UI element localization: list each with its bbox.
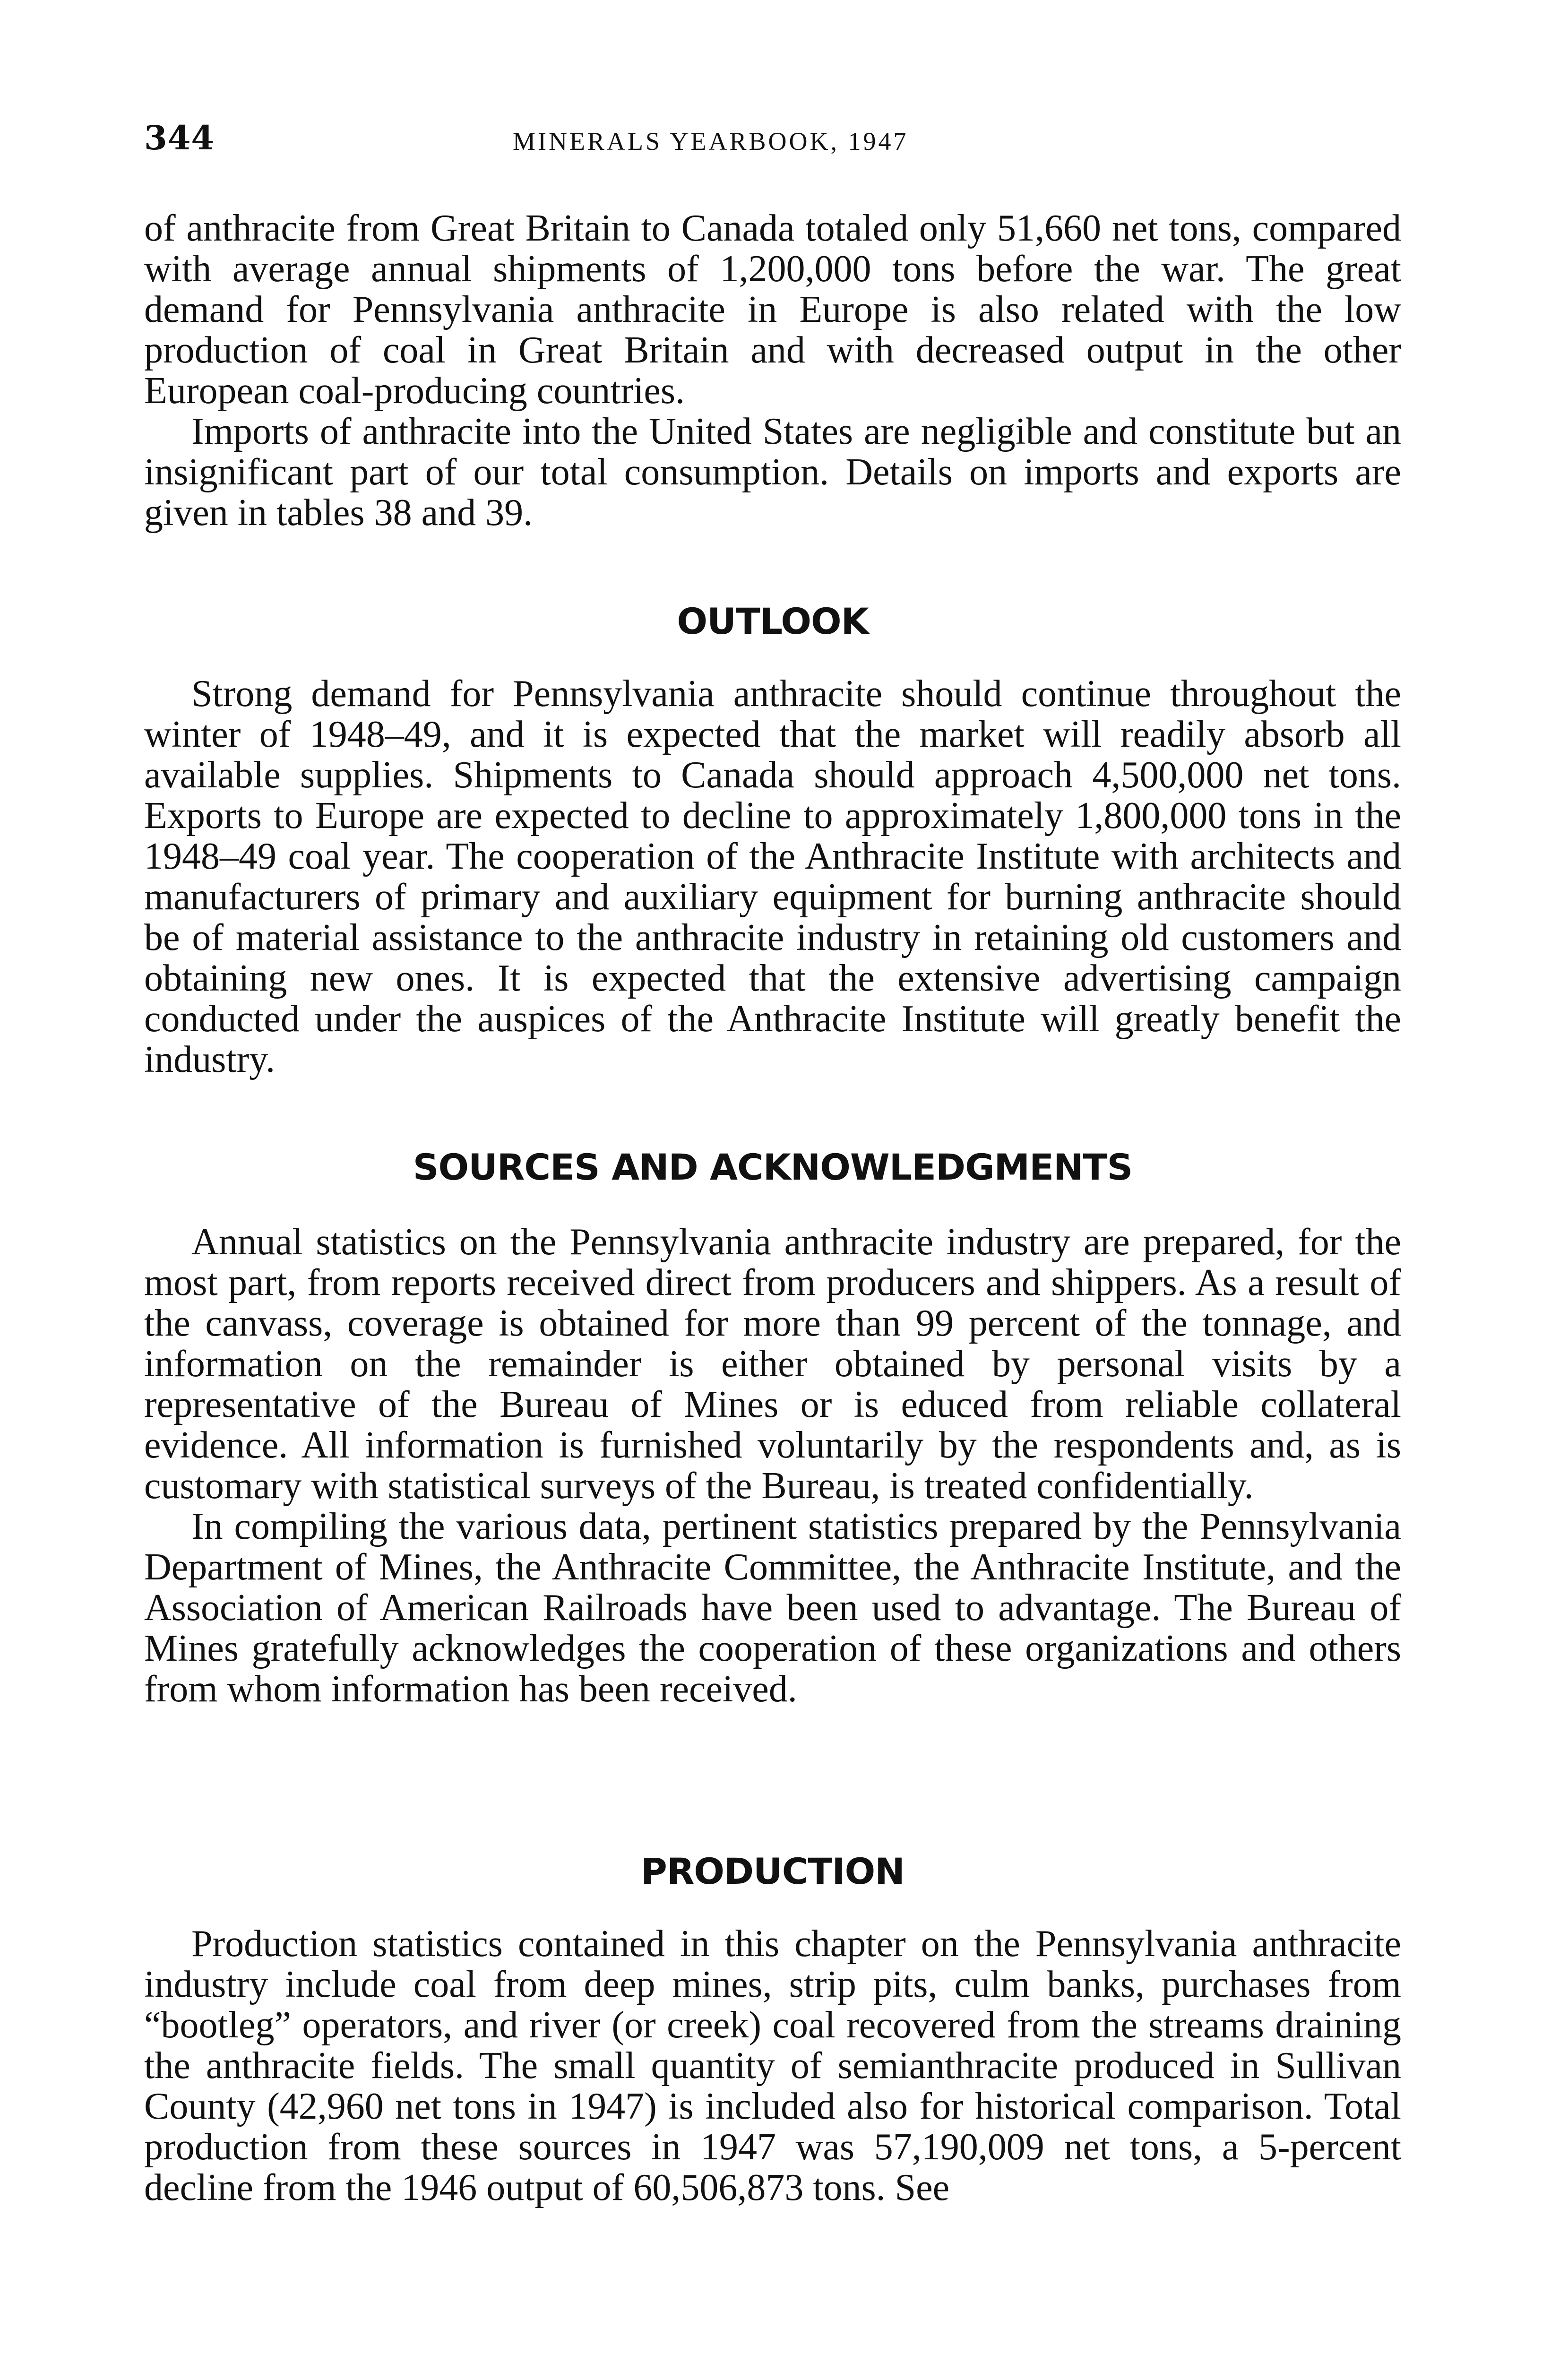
sources-text: [144, 1222, 1401, 1709]
running-title: MINERALS YEARBOOK, 1947: [513, 127, 909, 155]
intro-text: [144, 208, 1401, 533]
outlook-paragraph-1: Strong demand for Pennsylvania anthracite should continue throughout the winter of 1948–49, and it is expected that the market will readily absorb all available supplies. Shipments to Canada should approach 4,500,000 net tons. Exports to Europe are expected to decline to approximately 1,800,000 tons in the 1948–49 coal year. The cooperation of the Anthracite Institute with architects and manufacturers of primary and auxiliary equipment for burning anthracite should be of material assistance to the anthracite industry in retaining old customers and obtaining new ones. It is expected that the extensive advertising campaign conducted under the auspices of the Anthracite Institute will greatly benefit the industry.: [144, 673, 1401, 1080]
production-text: [144, 1923, 1401, 2208]
intro-paragraph-1: of anthracite from Great Britain to Canada totaled only 51,660 net tons, compared with average annual shipments of 1,200,000 tons before the war. The great demand for Pennsylvania anthracite in Europe is also related with the low production of coal in Great Britain and with decreased output in the other European coal-producing countries.: [144, 207, 1401, 412]
production-heading: PRODUCTION: [641, 1850, 905, 1892]
page-number: 344: [144, 118, 215, 157]
intro-paragraph-2: Imports of anthracite into the United States are negligible and constitute but an insignificant part of our total consumption. Details on imports and exports are given in tables 38 and 39.: [144, 411, 1401, 534]
outlook-text: [144, 673, 1401, 1080]
production-paragraph-1: Production statistics contained in this chapter on the Pennsylvania anthracite industry include coal from deep mines, strip pits, culm banks, purchases from “bootleg” operators, and river (or creek) coal recovered from the streams draining the anthracite fields. The small quantity of semianthracite produced in Sullivan County (42,960 net tons in 1947) is included also for historical comparison. Total production from these sources in 1947 was 57,190,009 net tons, a 5-percent decline from the 1946 output of 60,506,873 tons. See: [144, 1923, 1401, 2208]
sources-paragraph-2: In compiling the various data, pertinent statistics prepared by the Pennsylvania Department of Mines, the Anthracite Committee, the Anthracite Institute, and the Association of American Railroads have been used to advantage. The Bureau of Mines gratefully acknowledges the cooperation of these organizations and others from whom information has been received.: [144, 1506, 1401, 1710]
outlook-heading: OUTLOOK: [677, 600, 869, 642]
page-header: [144, 118, 1392, 161]
sources-heading: SOURCES AND ACKNOWLEDGMENTS: [413, 1146, 1133, 1188]
sources-paragraph-1: Annual statistics on the Pennsylvania anthracite industry are prepared, for the most part, from reports received direct from producers and shippers. As a result of the canvass, coverage is obtained for more than 99 percent of the tonnage, and information on the remainder is either obtained by personal visits by a representative of the Bureau of Mines or is educed from reliable collateral evidence. All information is furnished voluntarily by the respondents and, as is customary with statistical surveys of the Bureau, is treated confidentially.: [144, 1221, 1401, 1507]
